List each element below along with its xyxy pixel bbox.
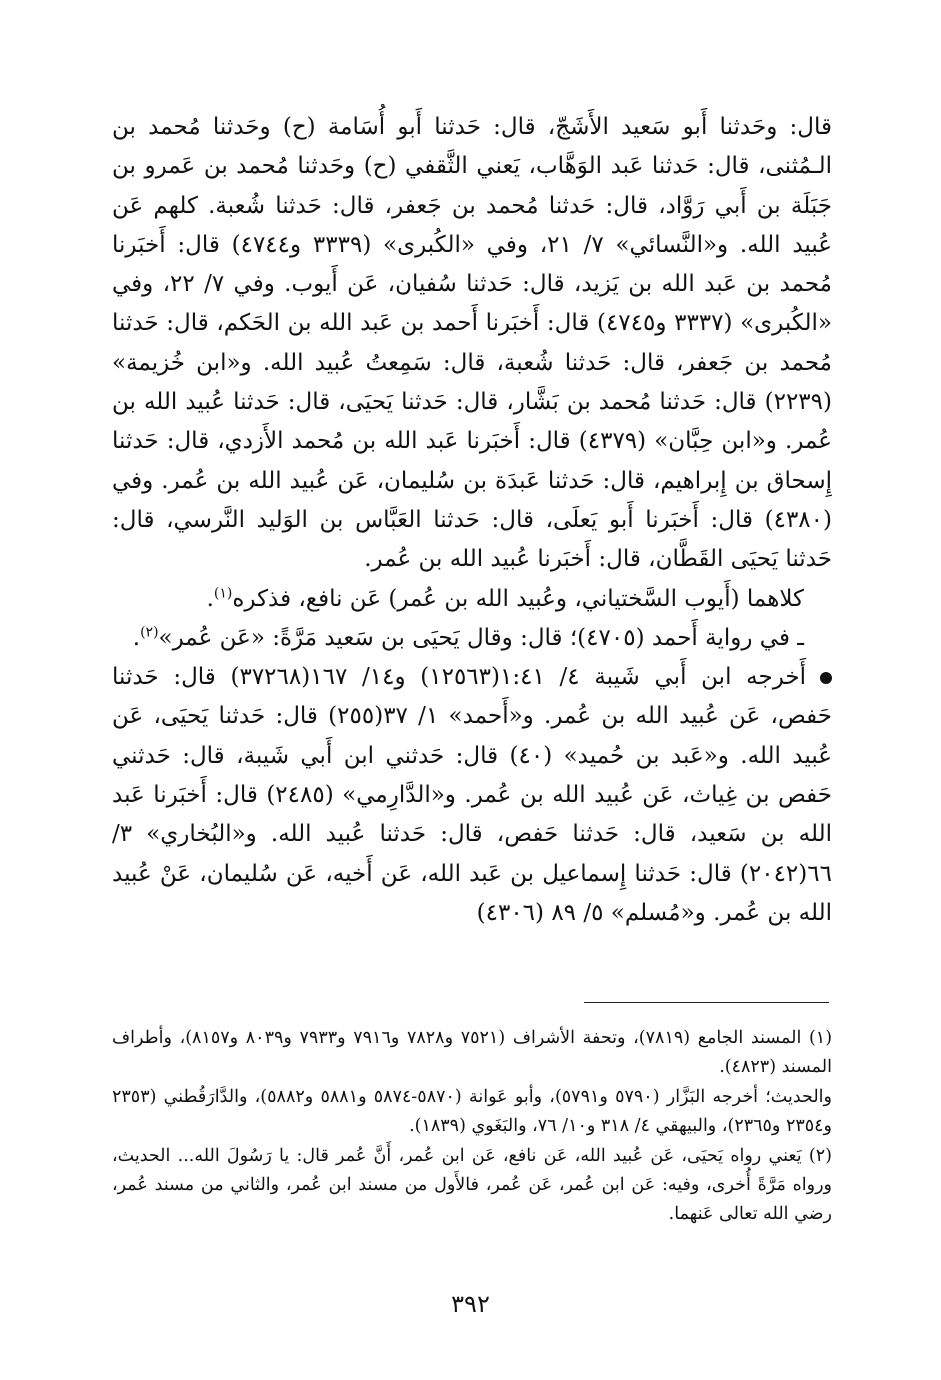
footnote-ref-1[interactable]: (١) [213, 584, 233, 601]
paragraph-isnad: قال: وحَدثنا أَبو سَعيد الأَشَجّ، قال: حَدثنا أَبو أُسَامة (ح) وحَدثنا مُحمد بن الـمُثنى، قال: حَدثنا عَبد الوَهَّاب، يَعني الثَّقفي (ح) وحَدثنا مُحمد بن عَمرو بن جَبَلَة بن أَبي رَوَّاد، قال: حَدثنا مُحمد بن جَعفر، قال: حَدثنا شُعبة. كلهم عَن عُبيد الله. و«النَّسائي» ٧/ ٢١، وفي «الكُبرى» (٣٣٣٩ و٤٧٤٤) قال: أَخبَرنا مُحمد بن عَبد الله بن يَزيد، قال: حَدثنا سُفيان، عَن أَيوب. وفي ٧/ ٢٢، وفي «الكُبرى» (٣٣٣٧ و٤٧٤٥) قال: أَخبَرنا أَحمد بن عَبد الله بن الحَكم، قال: حَدثنا مُحمد بن جَعفر، قال: حَدثنا شُعبة، قال: سَمِعتُ عُبيد الله. و«ابن خُزيمة» (٢٢٣٩) قال: حَدثنا مُحمد بن بَشَّار، قال: حَدثنا يَحيَى، قال: حَدثنا عُبيد الله بن عُمر. و«ابن حِبَّان» (٤٣٧٩) قال: أَخبَرنا عَبد الله بن مُحمد الأَزدي، قال: حَدثنا إِسحاق بن إِبراهيم، قال: حَدثنا عَبدَة بن سُليمان، عَن عُبيد الله بن عُمر. وفي (٤٣٨٠) قال: أَخبَرنا أَبو يَعلَى، قال: حَدثنا العَبَّاس بن الوَليد النَّرسي، قال: حَدثنا يَحيَى القَطَّان، قال: أَخبَرنا عُبيد الله بن عُمر. [112, 114, 833, 573]
footnotes [112, 1024, 832, 1230]
paragraph-both-narrators-text: كلاهما (أَيوب السَّختياني، وعُبيد الله بن عُمر) عَن نافع، فذكره [232, 585, 804, 612]
paragraph-both-narrators [112, 580, 832, 619]
footnote-1: (١) المسند الجامع (٧٨١٩)، وتحفة الأشراف (٧٥٢١ و٧٨٢٨ و٧٩١٦ و٧٩٣٣ و٨٠٣٩ و٨١٥٧)، وأطراف المسند (٤٨٢٣). [112, 1028, 833, 1078]
paragraph-takhrij-text: أَخرجه ابن أَبي شَيبة ٤/ ١:٤١(١٢٥٦٣) و١٤/ ١٦٧(٣٧٢٦٨) قال: حَدثنا حَفص، عَن عُبيد الله بن عُمر. و«أَحمد» ١/ ٣٧(٢٥٥) قال: حَدثنا يَحيَى، عَن عُبيد الله. و«عَبد بن حُميد» (٤٠) قال: حَدثني ابن أَبي شَيبة، قال: حَدثني حَفص بن غِياث، عَن عُبيد الله بن عُمر. و«الدَّارِمي» (٢٤٨٥) قال: أَخبَرنا عَبد الله بن سَعيد، قال: حَدثنا حَفص، قال: حَدثنا عُبيد الله. و«البُخاري» ٣/ ٦٦(٢٠٤٢) قال: حَدثنا إِسماعيل بن عَبد الله، عَن أَخيه، عَن سُليمان، عَنْ عُبيد الله بن عُمر. و«مُسلم» ٥/ ٨٩ (٤٣٠٦) [112, 664, 833, 926]
footnote-1-continued: والحديث؛ أخرجه البَزَّار (٥٧٩٠ و٥٧٩١)، وأبو عَوانة (٥٨٧٠-٥٨٧٤ و٥٨٨١ و٥٨٨٢)، والدَّارَقُطني (٢٣٥٣ و٢٣٥٤ و٢٣٦٥)، والبيهقي ٤/ ٣١٨ و١٠/ ٧٦، والبَغَوي (١٨٣٩). [112, 1086, 832, 1137]
footnote-ref-2[interactable]: (٢) [140, 624, 159, 641]
paragraph-ahmad-note-text: ـ في رواية أَحمد (٤٧٠٥)؛ قال: وقال يَحيَى بن سَعيد مَرَّةً: «عَن عُمر» [158, 624, 804, 651]
bullet-icon [820, 672, 832, 684]
paragraph-end-punct: . [132, 624, 141, 651]
footnote-2: (٢) يَعني رواه يَحيَى، عَن عُبيد الله، عَن نافع، عَن ابن عُمر، أَنَّ عُمر قال: يا رَسُولَ الله... الحديث، ورواه مَرَّةً أُخرى، وفيه: عَن ابن عُمر، عَن عُمر، فالأَول من مسند ابن عُمر، والثاني من مسند عُمر، رضي الله تعالى عَنهما. [112, 1145, 832, 1225]
paragraph-ahmad-note [112, 619, 832, 658]
footnote-divider [584, 1002, 829, 1003]
page-number: ٣٩٢ [451, 1290, 490, 1318]
main-text-body [112, 108, 832, 933]
paragraph-takhrij [112, 658, 832, 933]
paragraph-end-punct: . [206, 585, 214, 612]
